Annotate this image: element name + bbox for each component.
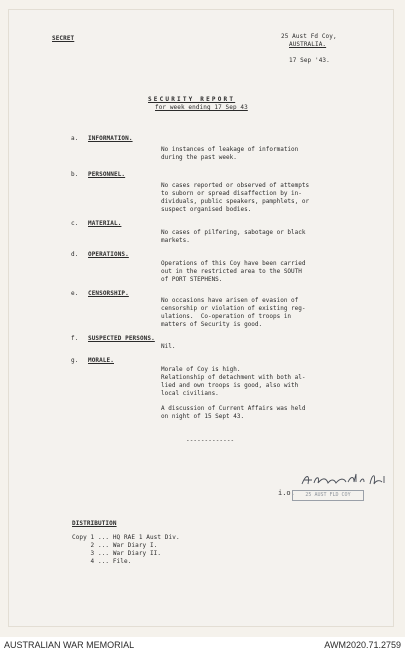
section-line: suspect organised bodies.	[161, 206, 252, 213]
section-heading: MORALE.	[88, 357, 114, 364]
handwritten-signature	[298, 470, 390, 490]
distribution-item: Copy 1 ... HQ RAE 1 Aust Div.	[72, 534, 180, 541]
section-line: Morale of Coy is high.	[161, 366, 241, 373]
section-line: during the past week.	[161, 154, 237, 161]
section-letter: e.	[71, 290, 79, 297]
section-line: matters of Security is good.	[161, 321, 263, 328]
distribution-heading: DISTRIBUTION	[72, 520, 117, 527]
stamp-prefix: i.o.	[278, 489, 295, 497]
section-line: on night of 15 Sept 43.	[161, 413, 245, 420]
section-line: A discussion of Current Affairs was held	[161, 405, 306, 412]
section-heading: INFORMATION.	[88, 135, 133, 142]
unit-line-2: AUSTRALIA.	[289, 41, 327, 48]
archive-name: AUSTRALIAN WAR MEMORIAL	[4, 640, 135, 650]
section-line: Relationship of detachment with both al-	[161, 374, 306, 381]
section-heading: PERSONNEL.	[88, 171, 126, 178]
section-line: of PORT STEPHENS.	[161, 276, 223, 283]
section-letter: d.	[71, 251, 79, 258]
section-letter: b.	[71, 171, 79, 178]
section-letter: a.	[71, 135, 79, 142]
distribution-item: 4 ... File.	[72, 558, 132, 565]
section-heading: OPERATIONS.	[88, 251, 129, 258]
section-letter: g.	[71, 357, 79, 364]
separator-line: -------------	[186, 437, 235, 444]
archive-reference: AWM2020.71.2759	[324, 640, 401, 650]
section-heading: SUSPECTED PERSONS.	[88, 335, 155, 342]
distribution-item: 2 ... War Diary I.	[72, 542, 158, 549]
unit-stamp: 25 AUST FLD COY	[292, 490, 364, 501]
section-line: No occasions have arisen of evasion of	[161, 297, 299, 304]
section-line: censorship or violation of existing reg-	[161, 305, 306, 312]
section-line: out in the restricted area to the SOUTH	[161, 268, 302, 275]
section-line: No cases reported or observed of attempts	[161, 182, 310, 189]
section-line: No cases of pilfering, sabotage or black	[161, 229, 306, 236]
section-line: lied and own troops is good, also with	[161, 382, 299, 389]
section-letter: f.	[71, 335, 79, 342]
report-date: 17 Sep '43.	[289, 57, 330, 64]
section-line: No instances of leakage of information	[161, 146, 299, 153]
distribution-item: 3 ... War Diary II.	[72, 550, 162, 557]
section-line: dividuals, public speakers, pamphlets, or	[161, 198, 310, 205]
classification-marking: SECRET	[52, 35, 75, 42]
section-letter: c.	[71, 220, 79, 227]
section-heading: CENSORSHIP.	[88, 290, 129, 297]
section-line: Operations of this Coy have been carried	[161, 260, 306, 267]
section-heading: MATERIAL.	[88, 220, 122, 227]
section-line: local civilians.	[161, 390, 219, 397]
section-line: markets.	[161, 237, 190, 244]
archive-footer	[0, 637, 405, 653]
report-title: SECURITY REPORT	[148, 96, 236, 103]
section-line: ulations. Co-operation of troops in	[161, 313, 292, 320]
report-subtitle: for week ending 17 Sep 43	[155, 104, 248, 111]
section-line: Nil.	[161, 343, 176, 350]
section-line: to suborn or spread disaffection by in-	[161, 190, 302, 197]
unit-line-1: 25 Aust Fd Coy,	[281, 33, 337, 40]
